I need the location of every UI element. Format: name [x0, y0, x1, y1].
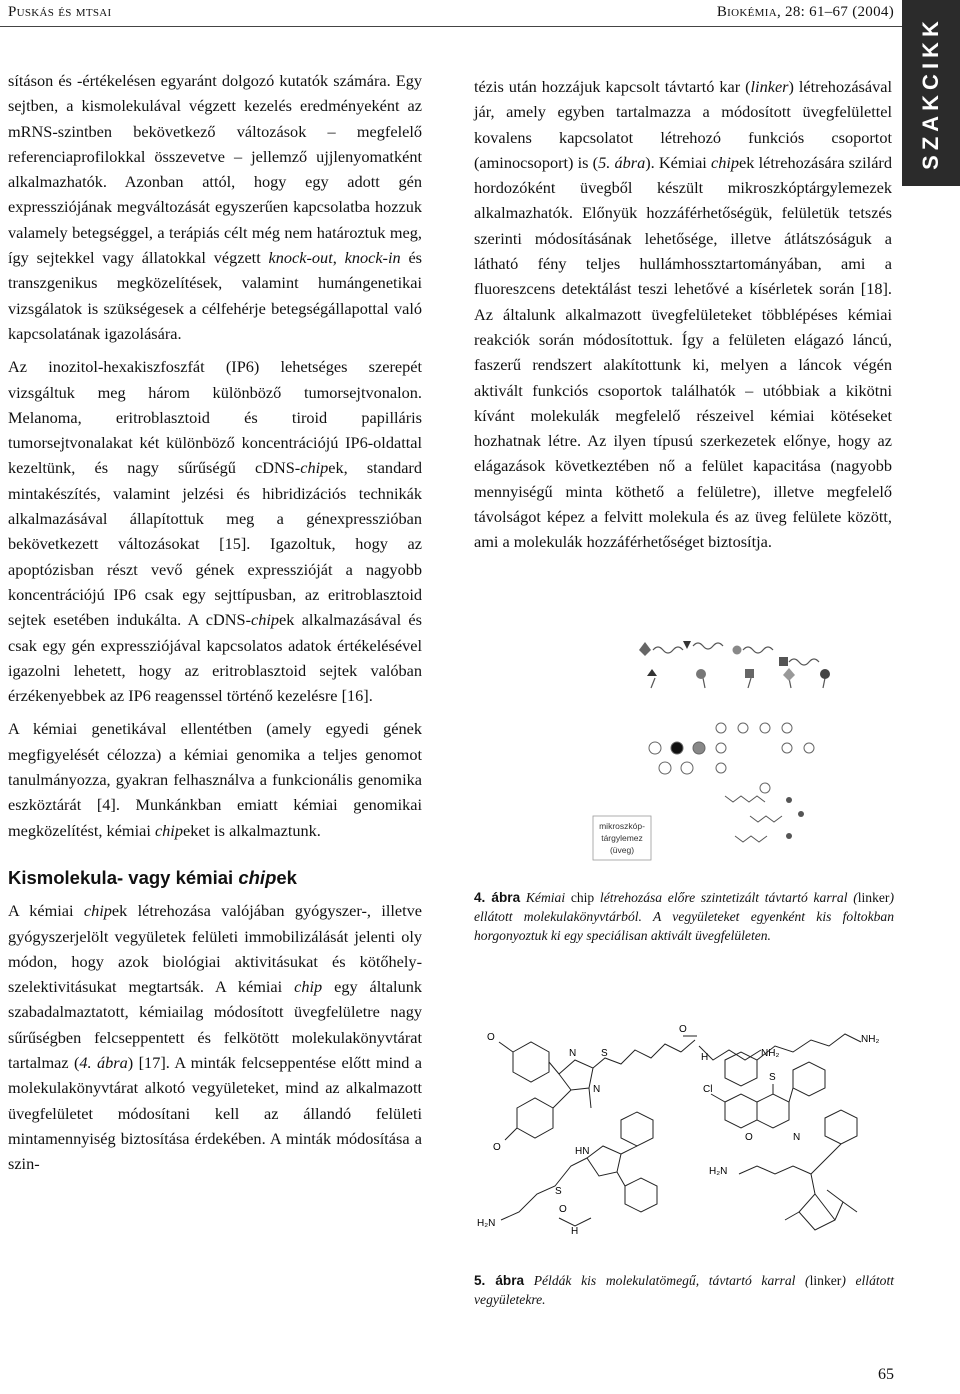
text-run-italic: 4. ábra: [79, 1052, 128, 1072]
text-run: Kismolekula- vagy kémiai: [8, 866, 239, 888]
section-title: [8, 865, 422, 890]
structure-1-bonds: [499, 1036, 761, 1140]
atom-label-h: H: [701, 1052, 709, 1063]
paragraph: [474, 74, 892, 555]
linker-chain: [693, 643, 723, 649]
header-rule: [0, 26, 902, 27]
tether-head: [786, 797, 792, 803]
section-sidebar: [902, 0, 960, 186]
text-run-italic: 5. ábra: [598, 152, 646, 172]
text-run-italic: knock-in: [344, 248, 401, 268]
molecule-diamond: [783, 668, 795, 681]
text-run-italic: knock-out: [268, 248, 333, 268]
text-run: ek, standard mintakészítés, valamint jelzési és hibridizációs technikák alkalmazásával állapítottuk meg a génexpresszióban bekövetkezett változásokat [15]. Igazoltuk, hogy az apoptózisban részt vevő gének expresszióját a nagyobb koncentrációjú IP6 csak egy sejttípusban, az eritroblasztoid sejtek esetében indukálta. A cDNS-: [8, 458, 422, 630]
text-run: ek létrehozására szilárd hordozóként üvegből készült mikroszkóptárgylemezek alkalmazhatók. Előnyük hozzáférhetőségük, felületük tetszés szerinti módosításának lehetősége, illetve átlátszóságuk a látható fény teljes hullámhossztartományában, ami a fluoreszcens detektálást teszi lehetővé a kísérletek során [18]. Az általunk alkalmazott üvegfelületeket többlépéses kémiai reakciók során módosítottuk. Így a felületen elágazó láncú, faszerű rendszert alakítottunk ki, melyen a láncok végén aktivált funkciós csoportok találhatók – utóbbiak a kikötni kívánt molekulák megfelelő részeivel kémiai kötéseket hozhatnak létre. Az ilyen típusú szerkezetek előnye, hogy az elágazások következtében nő a felület kapacitása (nagyobb mennyiségű minta köthető a felületre), illetve megfelelő távolságot képez a felvitt molekula és az üveg felülete között, ami a molekulák hozzáférhetőséget biztosítja.: [474, 152, 892, 552]
molecule-circle: [696, 669, 706, 679]
text-run-italic: chip: [300, 458, 329, 478]
spot-empty: [760, 783, 770, 793]
chain: [739, 1144, 841, 1174]
benzene-ring: [513, 1042, 549, 1082]
linker-chain: [651, 678, 655, 688]
tether: [750, 816, 782, 822]
linker-chain: [653, 647, 683, 653]
structure-4-bonds: [739, 1110, 857, 1230]
hn-label: HN: [575, 1146, 590, 1157]
benzene-ring: [825, 1110, 857, 1144]
caption-text: Példák kis molekulatömegű, távtartó karral (: [524, 1273, 810, 1288]
paragraph: [8, 68, 422, 346]
tether: [735, 836, 767, 842]
atom-label-o: O: [559, 1204, 567, 1215]
caption-number: 5. ábra: [474, 1273, 525, 1288]
molecule-square: [779, 657, 788, 666]
quinazolinone-ring: [757, 1094, 789, 1128]
caption-number: 4. ábra: [474, 890, 521, 905]
text-run: ) létrehozásával jár, amely egyben tartalmazza a módosított üvegfelülettel kovalens kapcsolatot létrehozó funkciós csoportot (aminocsoport) is (: [474, 77, 892, 172]
text-run: eket is alkalmaztunk.: [182, 820, 321, 840]
benzene-ring: [517, 1098, 553, 1138]
spot-grey: [693, 742, 705, 754]
h2n-label: H₂N: [477, 1218, 496, 1229]
text-run: tézis után hozzájuk kapcsolt távtartó kar (: [474, 77, 751, 96]
molecule-circle: [820, 669, 830, 679]
text-run: A kémiai: [8, 901, 84, 921]
header-journal-text: Biokémia, 28: 61–67 (2004): [716, 4, 894, 20]
text-run-italic: chip: [83, 901, 112, 921]
atom-label-n: N: [793, 1132, 801, 1143]
slide-label-line1: mikroszkóp-: [599, 821, 645, 831]
text-run: egy általunk szabadalmaztatott, kémiailag módosított üvegfelületre nagy sűrűségben felcseppentett és felkötött molekulakönyvtárat tartalmaz (: [8, 977, 423, 1072]
molecule-square: [745, 669, 754, 678]
caption-text: létrehozása előre szintetizált távtartó karral (: [594, 890, 858, 905]
paragraph: [8, 354, 422, 708]
spot-empty: [681, 762, 693, 774]
running-header-journal: [717, 4, 894, 21]
imidazole-ring: [559, 1060, 593, 1090]
text-run-italic: chip: [238, 866, 277, 888]
spot-empty: [782, 723, 792, 733]
atom-label-n: N: [593, 1084, 601, 1095]
text-run-italic: linker: [750, 77, 789, 96]
slide-label-line3: (üveg): [609, 845, 635, 855]
figure-4-diagram: [575, 636, 905, 866]
nh2-label: NH₂: [861, 1034, 880, 1045]
figure-5-structures: [475, 990, 905, 1260]
imidazole-ring: [587, 1146, 621, 1176]
running-header-authors: [8, 4, 111, 21]
spot-empty: [738, 723, 748, 733]
atom-label-n: N: [569, 1048, 577, 1059]
text-run: Az inozitol-hexakiszfoszfát (IP6) lehetséges szerepét vizsgáltuk meg három különböző tumorsejtvonalon. Melanoma, eritroblasztoid és tiroid papilláris tumorsejtvonalakat két különböző koncentrációjú IP6-oldattal kezeltünk, és nagy sűrűségű cDNS-: [8, 357, 422, 478]
figure-5-caption: [474, 1271, 894, 1309]
slide-label-line2: tárgylemez: [601, 833, 643, 843]
molecule-heads: [639, 641, 830, 681]
atom-label-o: O: [487, 1032, 495, 1043]
text-run-italic: chip: [294, 977, 323, 997]
text-run-italic: chip: [711, 152, 740, 172]
text-run: ek: [276, 866, 297, 888]
atom-label-o: O: [745, 1132, 753, 1143]
h2n-label: H₂N: [709, 1166, 728, 1177]
quinazolinone-ring: [725, 1094, 757, 1128]
text-run: ,: [332, 248, 345, 268]
page-number: 65: [878, 1366, 894, 1383]
text-run-italic: chip: [154, 820, 183, 840]
section-sidebar-label: SZAKCIKK: [918, 16, 943, 170]
benzene-ring: [793, 1062, 825, 1096]
header-authors-text: Puskás és mtsai: [8, 4, 112, 20]
spot-empty: [649, 742, 661, 754]
linker-chain: [748, 678, 751, 688]
text-run: ) [17]. A minták felcseppentése előtt mind a molekulakönyvtárat alkotó vegyületeket, mind az alkalmazott üvegfelületet módosítani kell az állandó felületi mintamennyiség biztosítása érdekében. A minták módosítása a szin-: [8, 1052, 423, 1174]
spot-filled: [671, 742, 683, 754]
caption-text-upright: chip: [570, 890, 595, 905]
figure-4-caption: [474, 888, 894, 945]
linker-chain: [703, 678, 705, 688]
text-run: ek alkalmazásával és csak egy gén expressziójával kapcsolatos adatok értékelésével igazolni lehetett, hogy az eritroblasztoid sejtek valóban érzékenyebbek az IP6 reagenssel történő kezelésre [16].: [8, 610, 422, 706]
caption-text: ) ellátott vegyületekre.: [474, 1273, 894, 1307]
molecule-triangle: [683, 641, 691, 649]
structure-2-bonds: [711, 1034, 861, 1128]
linker-chain: [743, 647, 773, 653]
spot-empty: [760, 723, 770, 733]
nh2-label: NH₂: [761, 1048, 780, 1059]
caption-text: ) ellátott molekulakönyvtárból. A vegyületeket egyenként kis foltokban horgonyoztuk ki egy speciálisan aktivált üvegfelületen.: [474, 890, 894, 943]
caption-text-upright: linker: [809, 1273, 842, 1288]
chain: [559, 1218, 591, 1226]
tether: [725, 796, 765, 802]
caption-text-upright: linker: [857, 890, 890, 905]
molecule-triangle: [647, 669, 657, 676]
atom-label-s: S: [555, 1186, 562, 1197]
tether-head: [786, 833, 792, 839]
text-run: és transzgenikus megközelítések, valamint humángenetikai vizsgálatok is szükségesek a célfehérje betegségállapottal való kapcsolatának igazolására.: [8, 248, 423, 343]
left-column: [8, 68, 422, 1184]
atom-label-s: S: [601, 1048, 608, 1059]
chain: [501, 1146, 637, 1220]
atom-label-o: O: [679, 1024, 687, 1035]
caption-text: Kémiai: [520, 890, 571, 905]
paragraph: [8, 898, 422, 1176]
spot-empty: [716, 723, 726, 733]
structure-3-bonds: [501, 1112, 657, 1226]
text-run-italic: chip: [251, 610, 280, 630]
molecule-circle: [733, 646, 742, 655]
right-column: [474, 74, 892, 563]
spot-empty: [804, 743, 814, 753]
atom-label-h: H: [571, 1226, 579, 1237]
bound-spots: [649, 723, 814, 793]
text-run: ). Kémiai: [645, 152, 711, 172]
benzene-ring: [625, 1178, 657, 1212]
molecule-diamond: [639, 642, 651, 656]
text-run: A kémiai genetikával ellentétben (amely egyedi gének megfigyelését célozza) a kémiai genomika a teljes genomot tanulmányozza, gyakran felhasználva a funkcionális genomika eszköztárát [4]. Munkánkban emiatt kémiai genomikai megközelítést, kémiai: [8, 719, 422, 840]
spot-empty: [659, 762, 671, 774]
atom-label-s: S: [769, 1072, 776, 1083]
linker-chain: [789, 659, 819, 665]
spot-empty: [782, 743, 792, 753]
tropane-ring: [799, 1174, 843, 1230]
linker-chain: [823, 678, 825, 688]
paragraph: [8, 716, 422, 842]
tethered-molecules: [725, 796, 782, 842]
substituent: [785, 1202, 857, 1220]
text-run: sításon és -értékelésen egyaránt dolgozó kutatók számára. Egy sejtben, a kismolekulával végzett kezelés eredményeként az mRNS-szintben bekövetkező változások – megfelelő referenciaprofilokkal összevetve – jellemző ujjlenyomatként alkalmazhatók. Azonban attól, hogy egy adott gén expressziójának megváltozását egyszerűen kapcsolatba hozzuk valamely betegséggel, a terápiás célt még nem határoztuk meg, így sejtekkel vagy állatokkal végzett: [8, 71, 422, 268]
cl-label: Cl: [703, 1084, 713, 1095]
atom-label-o: O: [493, 1142, 501, 1153]
tethered-heads: [786, 797, 804, 839]
spot-empty: [716, 763, 726, 773]
benzene-ring: [621, 1112, 653, 1146]
spot-empty: [716, 743, 726, 753]
tether-head: [798, 811, 804, 817]
text-run: ek létrehozása valójában gyógyszer-, illetve gyógyszerjelölt vegyületek felületi immobilizálását jelenti oly módon, hogy azok biológiai aktivitásukat és kötőhely-szelektivitásukat megtartsák. A kémiai: [8, 901, 422, 997]
